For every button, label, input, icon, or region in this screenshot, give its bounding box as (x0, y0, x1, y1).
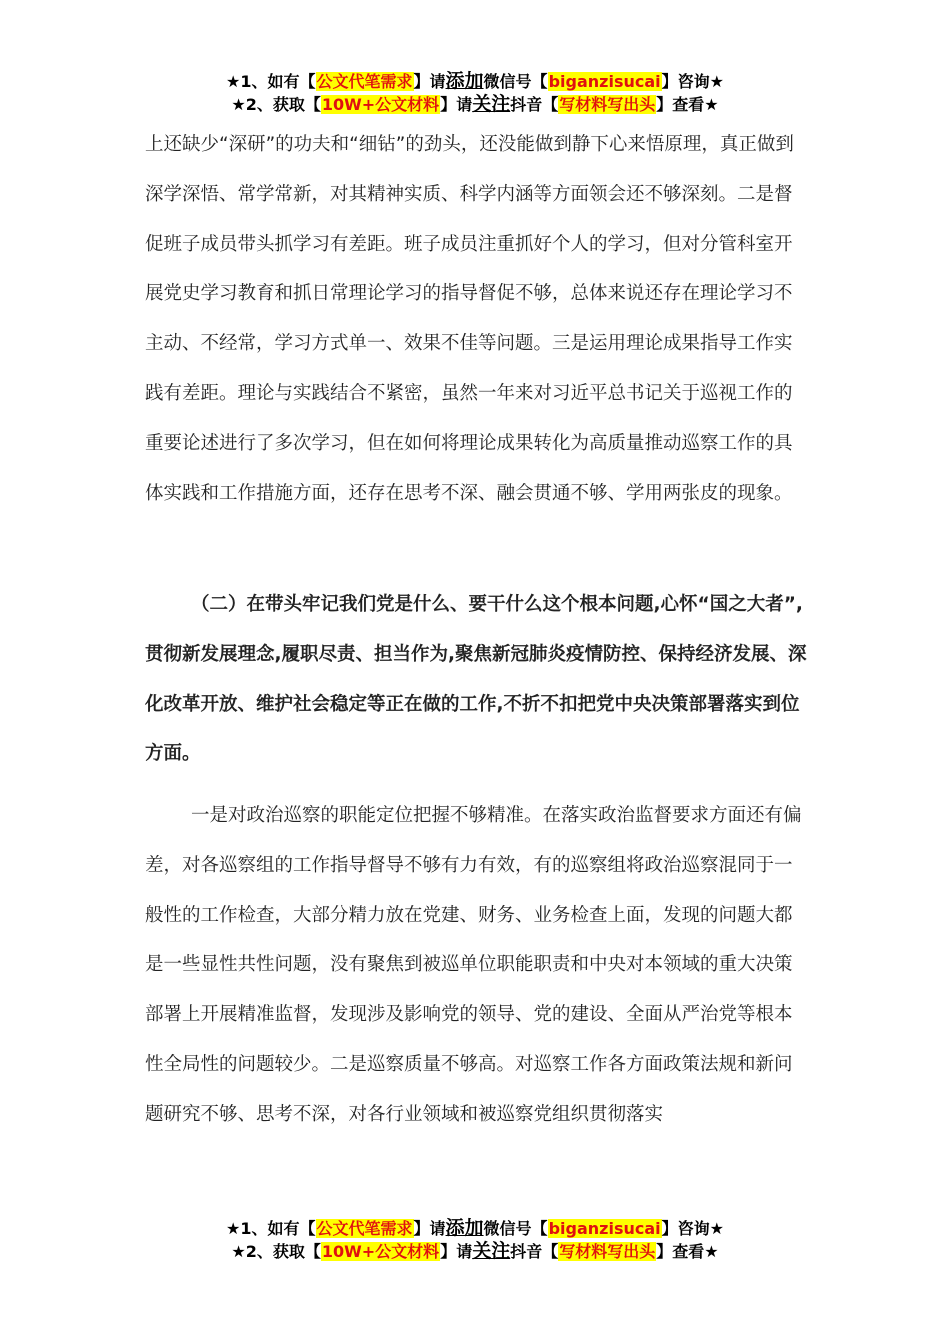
highlight-service: 公文代笔需求 (316, 1219, 413, 1238)
banner-text: 微信号【 (483, 72, 548, 91)
banner-text: 】请 (413, 1219, 446, 1238)
banner-line-2 (0, 1240, 950, 1263)
banner-line-2 (0, 93, 950, 116)
section-heading: （二）在带头牢记我们党是什么、要干什么这个根本问题,心怀“国之大者”,贯彻新发展理念,履职尽责、担当作为,聚焦新冠肺炎疫情防控、保持经济发展、深化改革开放、维护社会稳定等正在做的工作,不折不扣把党中央决策部署落实到位方面。 (145, 594, 807, 765)
banner-text: ★2、获取【 (231, 1242, 321, 1261)
emphasis-text: 添加 (445, 1217, 484, 1239)
header-banner (0, 70, 950, 116)
banner-text: ★2、获取【 (231, 95, 321, 114)
banner-text: 抖音【 (510, 95, 559, 114)
banner-text: 】咨询★ (661, 1219, 724, 1238)
highlight-wechat-id: biganzisucai (548, 72, 661, 91)
highlight-douyin: 写材料写出头 (559, 1242, 656, 1261)
banner-text: ★1、如有【 (226, 1219, 316, 1238)
banner-line-1 (0, 1217, 950, 1240)
banner-text: 】查看★ (656, 95, 719, 114)
banner-text: 】咨询★ (661, 72, 724, 91)
highlight-materials: 10W+公文材料 (321, 95, 440, 114)
body-paragraph-2: 一是对政治巡察的职能定位把握不够精准。在落实政治监督要求方面还有偏差，对各巡察组的工作指导督导不够有力有效，有的巡察组将政治巡察混同于一般性的工作检查，大部分精力放在党建、财务、业务检查上面，发现的问题大都是一些显性共性问题，没有聚焦到被巡单位职能职责和中央对本领域的重大决策部署上开展精准监督，发现涉及影响党的领导、党的建设、全面从严治党等根本性全局性的问题较少。二是巡察质量不够高。对巡察工作各方面政策法规和新问题研究不够、思考不深，对各行业领域和被巡察党组织贯彻落实 (145, 805, 802, 1125)
highlight-service: 公文代笔需求 (316, 72, 413, 91)
banner-text: ★1、如有【 (226, 72, 316, 91)
banner-text: 】查看★ (656, 1242, 719, 1261)
banner-line-1 (0, 70, 950, 93)
banner-text: 抖音【 (510, 1242, 559, 1261)
emphasis-text: 关注 (472, 93, 511, 115)
banner-text: 】请 (440, 95, 473, 114)
footer-banner (0, 1217, 950, 1263)
emphasis-text: 关注 (472, 1240, 511, 1262)
banner-text: 】请 (440, 1242, 473, 1261)
highlight-douyin: 写材料写出头 (559, 95, 656, 114)
highlight-wechat-id: biganzisucai (548, 1219, 661, 1238)
body-paragraph-1: 上还缺少“深研”的功夫和“细钻”的劲头，还没能做到静下心来悟原理，真正做到深学深悟、常学常新，对其精神实质、科学内涵等方面领会还不够深刻。二是督促班子成员带头抓学习有差距。班子成员注重抓好个人的学习，但对分管科室开展党史学习教育和抓日常理论学习的指导督促不够，总体来说还存在理论学习不主动、不经常，学习方式单一、效果不佳等问题。三是运用理论成果指导工作实践有差距。理论与实践结合不紧密，虽然一年来对习近平总书记关于巡视工作的重要论述进行了多次学习，但在如何将理论成果转化为高质量推动巡察工作的具体实践和工作措施方面，还存在思考不深、融会贯通不够、学用两张皮的现象。 (145, 134, 794, 504)
banner-text: 微信号【 (483, 1219, 548, 1238)
banner-text: 】请 (413, 72, 446, 91)
highlight-materials: 10W+公文材料 (321, 1242, 440, 1261)
emphasis-text: 添加 (445, 70, 484, 92)
